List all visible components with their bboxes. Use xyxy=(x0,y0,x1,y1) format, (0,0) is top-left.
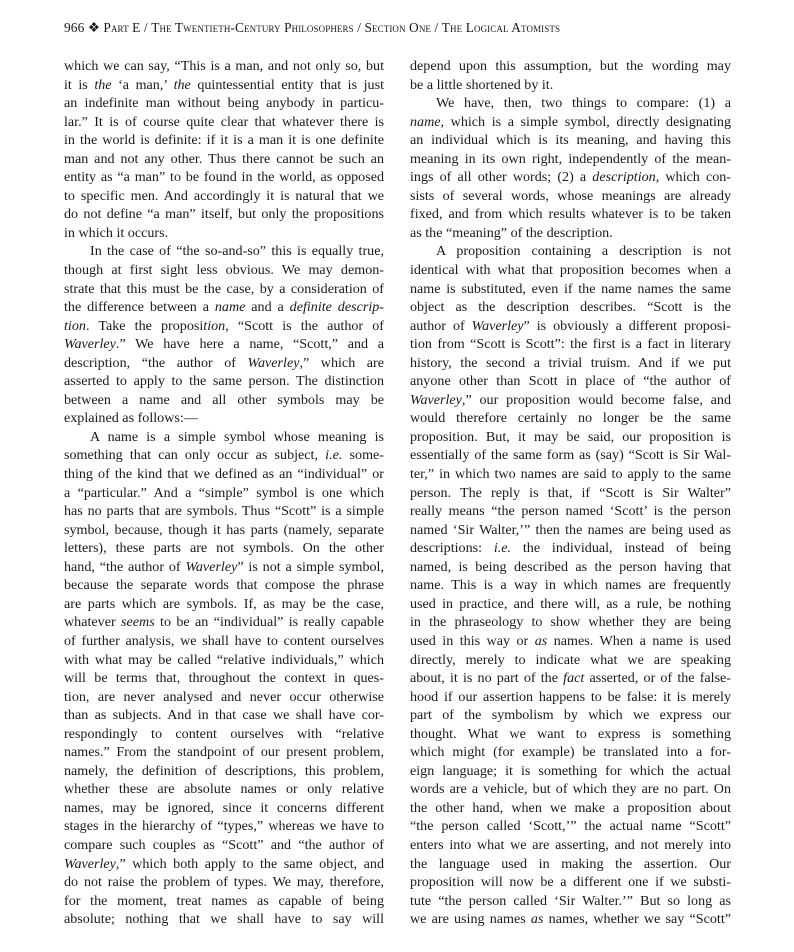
left-column-line: lar.” It is of course quite clear that whatever there is xyxy=(64,113,384,130)
right-column-line: hood if our assertion happens to be false: it is merely xyxy=(410,688,731,705)
right-column-line: meaning in its own right, independently of the mean- xyxy=(410,150,731,167)
left-column-line: it is the ‘a man,’ the quintessential entity that is just xyxy=(64,76,384,93)
left-column-line: compare such couples as “Scott” and “the author of xyxy=(64,836,384,853)
left-column-line: strate that this must be the case, by a consideration of xyxy=(64,280,384,297)
right-column-line: about, it is no part of the fact asserted, or of the false- xyxy=(410,670,732,687)
separator-slash: / xyxy=(357,20,362,35)
left-column-line: thing of the kind that we defined as an “individual” or xyxy=(64,466,384,483)
right-column-line: depend upon this assumption, but the wording may xyxy=(410,58,731,74)
right-column-line: tute “the person called ‘Sir Walter.’” But so long as xyxy=(410,892,731,909)
right-column-line: an individual which is its meaning, and having this xyxy=(410,132,731,149)
left-column-line: in the world is definite: if it is a man it is one definite xyxy=(64,132,384,149)
left-column-line: than as subjects. And in that case we shall have cor- xyxy=(64,707,384,724)
left-column-line: which we can say, “This is a man, and not only so, but xyxy=(64,58,384,74)
right-column-line: in the phraseology to show whether they are being xyxy=(410,614,731,631)
left-column-line: between a name and all other symbols may be xyxy=(64,391,384,408)
left-column-line: tion. Take the proposition, “Scott is the author of xyxy=(64,317,384,334)
left-column-line: entity as “a man” to be found in the world, as opposed xyxy=(64,169,384,186)
left-column-line: Waverley,” which both apply to the same object, and xyxy=(64,855,384,872)
right-column-line: name. This is a way in which names are frequently xyxy=(410,577,731,594)
right-column-line: ter,” in which two names are said to apply to the same xyxy=(410,466,731,483)
right-column-line: named, is being described as the person having that xyxy=(410,558,731,575)
right-column-line: A proposition containing a description is not xyxy=(436,243,731,260)
left-column-line: will be terms that, throughout the context in ques- xyxy=(64,670,384,687)
right-column-line: tion from “Scott is Scott”: the first is a fact in literary xyxy=(410,336,731,353)
right-column-line: be a little shortened by it. xyxy=(410,76,554,93)
right-column-line: history, the second a trivial truism. And if we put xyxy=(410,354,731,371)
right-column-line: eign language; it is something for which the actual xyxy=(410,762,731,779)
left-column-line: Waverley.” We have here a name, “Scott,” and a xyxy=(64,336,384,353)
left-column-line: hand, “the author of Waverley” is not a simple symbol, xyxy=(64,558,384,575)
right-column-line: the language used in making the assertion. Our xyxy=(410,855,731,872)
left-column-line: are parts which are symbols. If, as may be the case, xyxy=(64,595,384,612)
left-column-line: has no parts that are symbols. Thus “Scott” is a simple xyxy=(64,503,384,520)
right-column-line: used in this way or as names. When a name is used xyxy=(410,632,732,649)
chapter-title: The Logical Atomists xyxy=(441,20,561,35)
right-column-line: essentially of the same form as (say) “Scott is Sir Wal- xyxy=(410,447,731,464)
book-title: The Twentieth-Century Philosophers xyxy=(151,20,354,35)
ornament-icon: ❖ xyxy=(87,20,100,35)
left-column-line: absolute; nothing that we shall have to say will xyxy=(64,911,384,928)
left-column-line: whatever seems to be an “individual” is really capable xyxy=(64,614,384,631)
right-column-line: name is substituted, even if the name names the same xyxy=(410,280,731,297)
right-column-line: “the person called ‘Scott,’” the actual name “Scott” xyxy=(410,818,731,835)
left-column-line: stages in the hierarchy of “types,” whereas we have to xyxy=(64,818,384,835)
right-column-line: thought. What we want to express is something xyxy=(410,725,731,742)
right-column-line: the other hand, when we make a proposition about xyxy=(410,799,731,816)
right-column-line: name, which is a simple symbol, directly designating xyxy=(410,113,731,130)
left-column-line: in which it occurs. xyxy=(64,224,169,241)
right-column-line: directly, merely to indicate what we are speaking xyxy=(410,651,731,668)
running-head xyxy=(64,20,744,36)
section-label: Section One xyxy=(364,20,432,35)
right-column-line: descriptions: i.e. the individual, instead of being xyxy=(410,540,731,557)
left-column-line: In the case of “the so-and-so” this is equally true, xyxy=(90,243,384,260)
right-column-line: would therefore certainly no longer be the same xyxy=(410,410,731,427)
left-column-line: do not define “a man” itself, but only the propositions xyxy=(64,206,384,223)
left-column-line: do not raise the problem of types. We may, therefore, xyxy=(64,874,384,891)
right-column-line: person. The reply is that, if “Scott is Sir Walter” xyxy=(410,484,731,501)
left-column-line: man and not any other. Thus there cannot be such an xyxy=(64,150,384,167)
left-column-line: an indefinite man without being anybody in particu- xyxy=(64,95,384,112)
left-column-line: a “particular.” And a “simple” symbol is one which xyxy=(64,484,384,501)
left-column-line: though at first sight less obvious. We may demon- xyxy=(64,262,384,279)
separator-slash: / xyxy=(434,20,439,35)
right-column-line: proposition will now be a different one if we substi- xyxy=(410,874,731,891)
right-column-line: ings of all other words; (2) a description, which con- xyxy=(410,169,732,186)
right-column-line: words are a vehicle, but of which they are no part. On xyxy=(410,781,731,798)
right-column-line: as the “meaning” of the description. xyxy=(410,224,613,241)
left-column-line: asserted to apply to the same person. The distinction xyxy=(64,373,384,390)
right-column-line: Waverley,” our proposition would become false, and xyxy=(410,391,731,408)
left-column-line: respondingly to content ourselves with “relative xyxy=(64,725,384,742)
left-column-line: namely, the definition of descriptions, this problem, xyxy=(64,762,384,779)
left-column-line: symbol, because, though it has parts (namely, separate xyxy=(64,521,384,538)
right-column-line: proposition. But, it may be said, our proposition is xyxy=(410,428,731,445)
left-column-line: of further analysis, we shall have to content ourselves xyxy=(64,632,384,649)
left-text-column xyxy=(64,57,384,929)
left-column-line: letters), these parts are not symbols. On the other xyxy=(64,540,384,557)
right-column-line: author of Waverley” is obviously a different proposi- xyxy=(410,317,731,334)
right-column-line: fixed, and from which results whatever is to be taken xyxy=(410,206,731,223)
right-column-line: part of the symbolism by which we express our xyxy=(410,707,731,724)
left-column-line: something that can only occur as subject, i.e. some- xyxy=(64,447,384,464)
right-column-line: we are using names as names, whether we say “Scott” xyxy=(410,911,731,928)
right-column-line: enters into what we are asserting, and not merely into xyxy=(410,836,731,853)
separator-slash: / xyxy=(143,20,148,35)
left-column-line: for the moment, treat names as capable of being xyxy=(64,892,384,909)
left-column-line: A name is a simple symbol whose meaning is xyxy=(90,428,384,445)
part-label: Part E xyxy=(103,20,141,35)
right-column-line: sists of several words, whose meanings are already xyxy=(410,187,731,204)
right-column-line: really means “the person named ‘Scott’ is the person xyxy=(410,503,731,520)
left-column-line: names, may be ignored, since it concerns different xyxy=(64,799,384,816)
left-column-line: tion, are never analysed and never occur otherwise xyxy=(64,688,384,705)
left-column-line: to specific men. And accordingly it is natural that we xyxy=(64,187,384,204)
left-column-line: description, “the author of Waverley,” which are xyxy=(64,354,384,371)
right-text-column xyxy=(410,57,731,929)
left-column-line: whether these are absolute names or only relative xyxy=(64,781,384,798)
right-column-line: We have, then, two things to compare: (1) a xyxy=(436,95,731,112)
page-number: 966 xyxy=(64,20,85,35)
right-column-line: identical with what that proposition becomes when a xyxy=(410,262,731,279)
right-column-line: object as the description describes. “Scott is the xyxy=(410,299,731,316)
right-column-line: used in practice, and there will, as a rule, be nothing xyxy=(410,595,731,612)
left-column-line: the difference between a name and a definite descrip- xyxy=(64,299,384,316)
left-column-line: explained as follows:— xyxy=(64,410,198,427)
right-column-line: anyone other than Scott in place of “the author of xyxy=(410,373,731,390)
right-column-line: named ‘Sir Walter,’” then the names are being used as xyxy=(410,521,731,538)
left-column-line: names.” From the standpoint of our present problem, xyxy=(64,744,384,761)
left-column-line: because the separate words that compose the phrase xyxy=(64,577,384,594)
right-column-line: which might (for example) be translated into a for- xyxy=(410,744,731,761)
left-column-line: with what may be called “relative individuals,” which xyxy=(64,651,384,668)
